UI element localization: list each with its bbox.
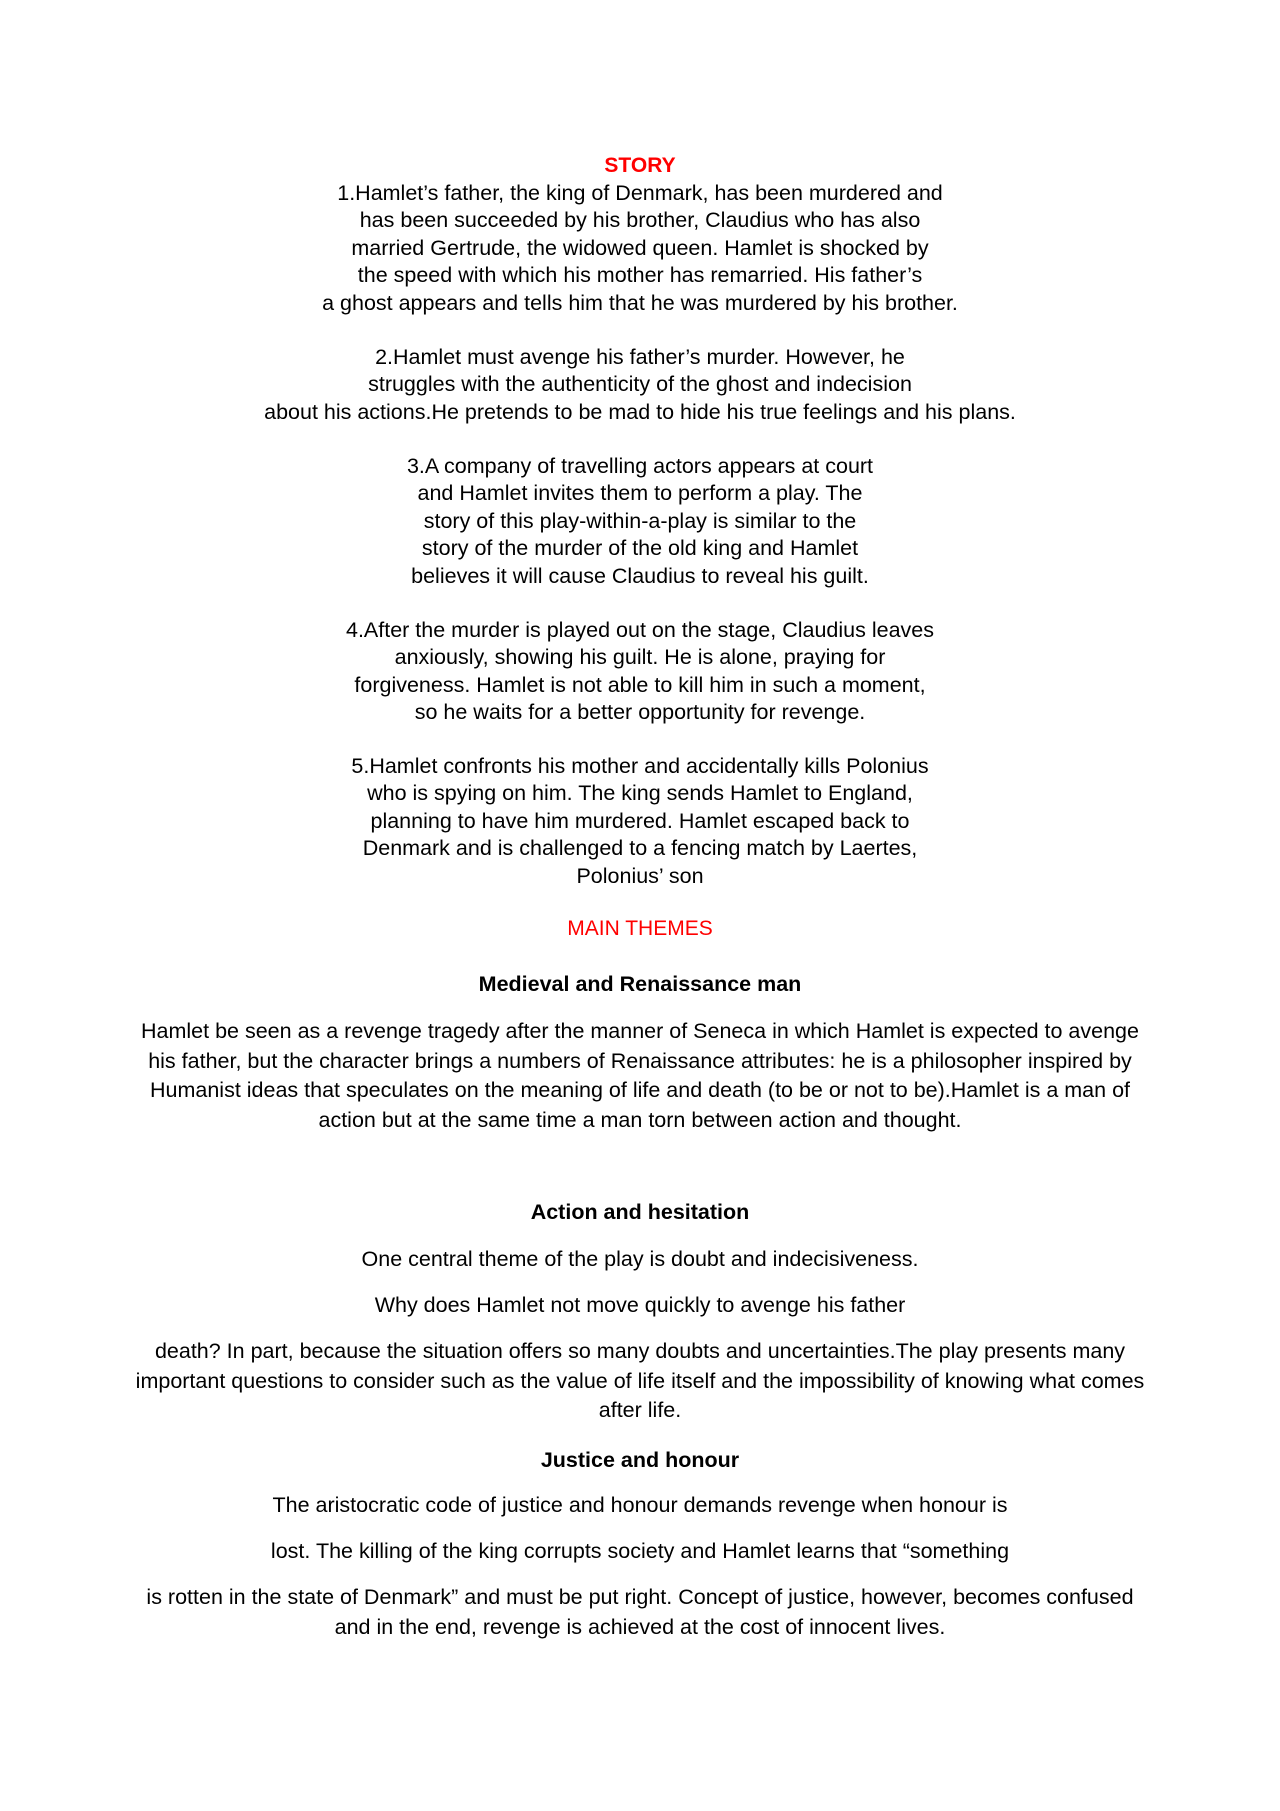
- section-heading-action: Action and hesitation: [530, 1200, 750, 1224]
- text-line: story of the murder of the old king and Hamlet: [421, 536, 859, 561]
- text-line: Polonius’ son: [576, 863, 704, 888]
- text-line: planning to have him murdered. Hamlet escaped back to: [370, 808, 910, 833]
- text-line: 4.After the murder is played out on the stage, Claudius leaves: [345, 618, 934, 642]
- section-paragraph: death? In part, because the situation offers so many doubts and uncertainties.The play presents many important questions to consider such as the value of life itself and the impossibility of knowing what comes after life.: [135, 1339, 1145, 1422]
- text-line: married Gertrude, the widowed queen. Hamlet is shocked by: [351, 235, 929, 260]
- story-paragraph-2: [0, 344, 1280, 426]
- main-themes-title: MAIN THEMES: [567, 917, 713, 940]
- text-line: 1.Hamlet’s father, the king of Denmark, has been murdered and: [337, 181, 943, 205]
- text-line: anxiously, showing his guilt. He is alone, praying for: [394, 645, 886, 670]
- text-line: 3.A company of travelling actors appears at court: [406, 454, 874, 478]
- story-paragraph-3: [0, 453, 1280, 590]
- text-line: believes it will cause Claudius to reveal his guilt.: [411, 563, 869, 588]
- story-paragraph-4: [0, 617, 1280, 727]
- text-line: the speed with which his mother has remarried. His father’s: [357, 263, 923, 288]
- text-line: a ghost appears and tells him that he was murdered by his brother.: [322, 290, 958, 315]
- section-paragraph: is rotten in the state of Denmark” and must be put right. Concept of justice, however, becomes confused and in the end, revenge is achieved at the cost of innocent lives.: [146, 1585, 1134, 1639]
- section-paragraph: One central theme of the play is doubt and indecisiveness.: [361, 1247, 919, 1271]
- text-line: and Hamlet invites them to perform a play. The: [417, 481, 863, 506]
- section-paragraph: Why does Hamlet not move quickly to avenge his father: [374, 1293, 906, 1317]
- text-line: struggles with the authenticity of the ghost and indecision: [368, 372, 912, 397]
- text-line: who is spying on him. The king sends Hamlet to England,: [367, 781, 913, 806]
- section-heading-medieval: Medieval and Renaissance man: [478, 972, 802, 996]
- section-paragraph: lost. The killing of the king corrupts society and Hamlet learns that “something: [270, 1539, 1010, 1563]
- section-heading-justice: Justice and honour: [540, 1448, 740, 1472]
- text-line: about his actions.He pretends to be mad to hide his true feelings and his plans.: [264, 399, 1016, 424]
- text-line: Denmark and is challenged to a fencing match by Laertes,: [362, 836, 918, 861]
- text-line: story of this play-within-a-play is similar to the: [423, 508, 857, 533]
- story-paragraph-5: [0, 753, 1280, 890]
- story-title: STORY: [604, 154, 676, 177]
- text-line: so he waits for a better opportunity for revenge.: [414, 700, 866, 725]
- story-paragraph-1: [0, 180, 1280, 317]
- section-paragraph: Hamlet be seen as a revenge tragedy after the manner of Seneca in which Hamlet is expected to avenge his father, but the character brings a numbers of Renaissance attributes: he is a philosopher inspired by Humanist ideas that speculates on the meaning of life and death (to be or not to be).Hamlet is a man of action but at the same time a man torn between action and thought.: [141, 1019, 1139, 1132]
- text-line: has been succeeded by his brother, Claudius who has also: [359, 208, 921, 233]
- text-line: 2.Hamlet must avenge his father’s murder. However, he: [375, 345, 905, 369]
- section-paragraph: The aristocratic code of justice and honour demands revenge when honour is: [272, 1493, 1008, 1517]
- text-line: 5.Hamlet confronts his mother and accidentally kills Polonius: [351, 754, 929, 778]
- text-line: forgiveness. Hamlet is not able to kill him in such a moment,: [354, 672, 926, 697]
